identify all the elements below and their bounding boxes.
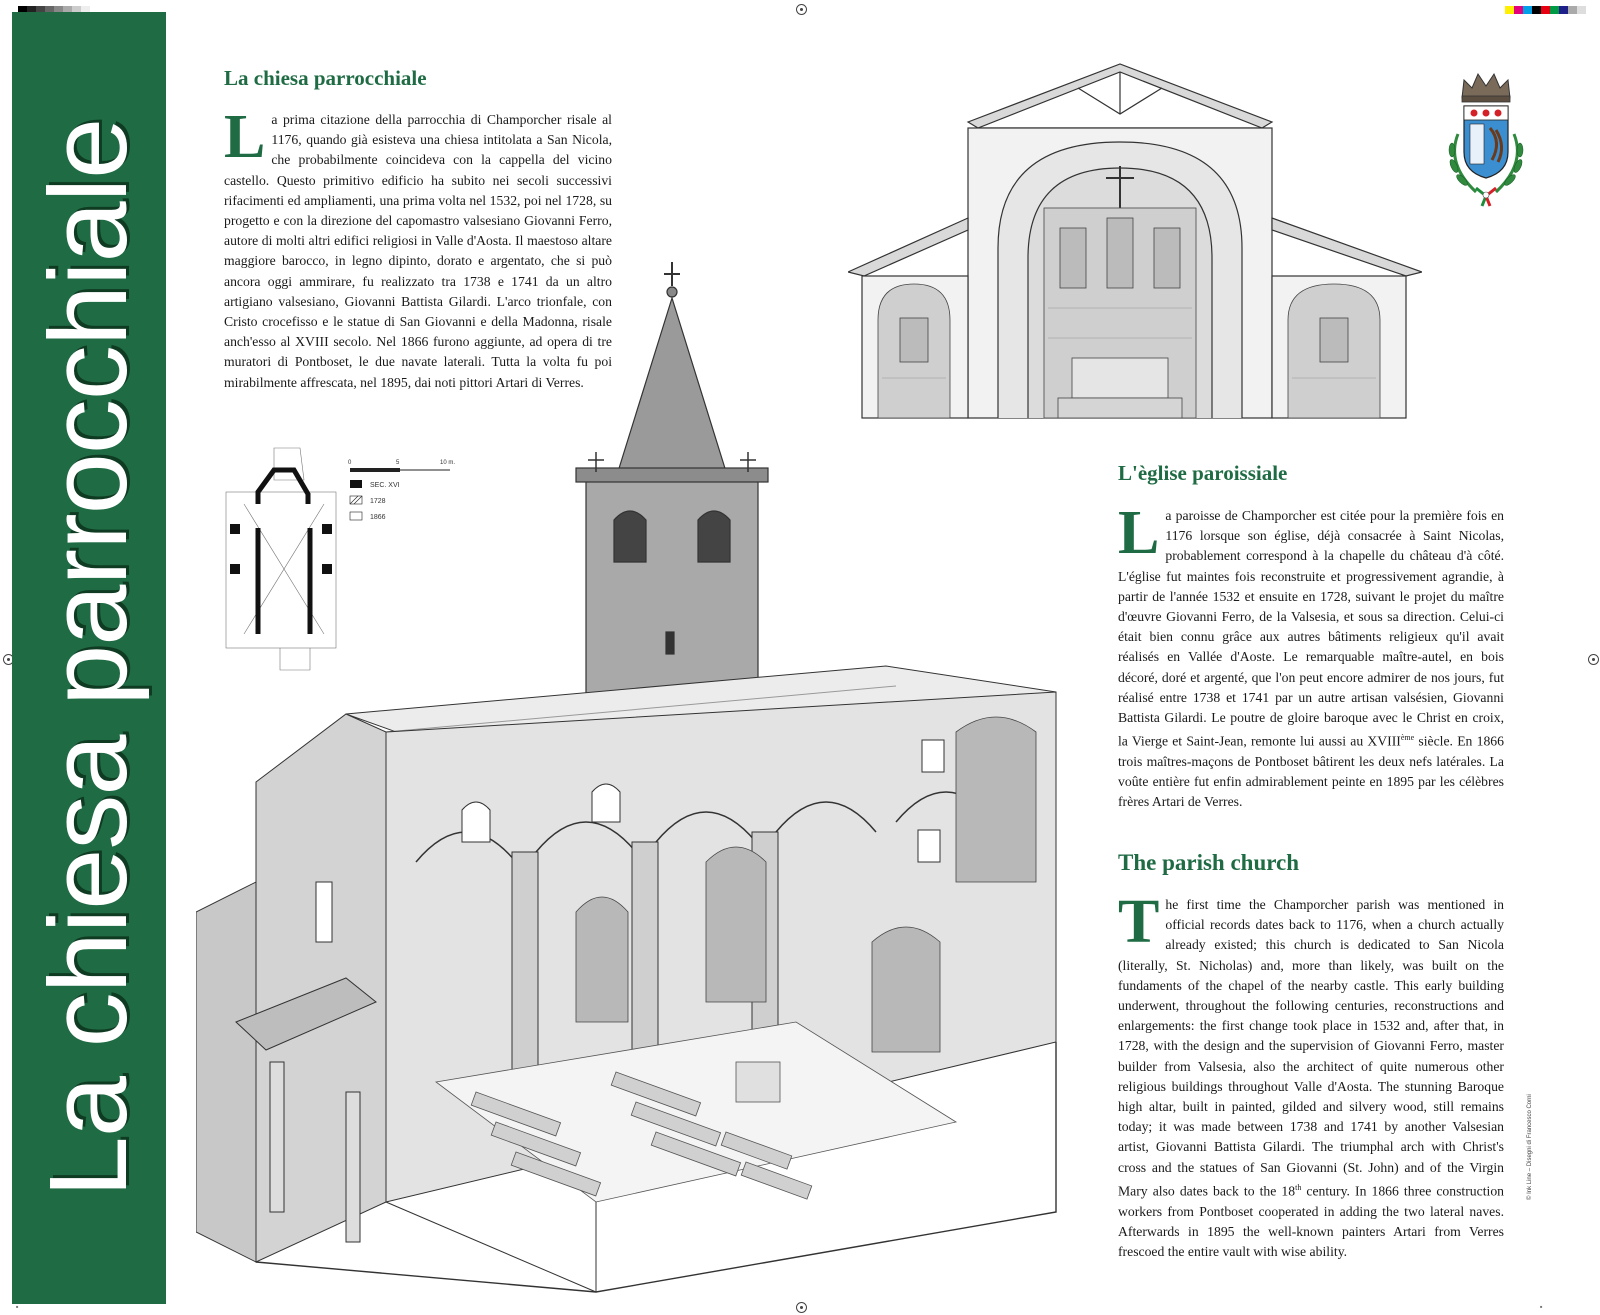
church-cutaway-drawing <box>196 262 1076 1302</box>
crown-icon <box>1462 74 1510 102</box>
registration-mark-top <box>796 4 807 15</box>
french-heading: L'èglise paroissiale <box>1118 461 1288 485</box>
english-text: he first time the Champorcher parish was mentioned in official records dates back to 1176, when a church actually already existed; this church is dedicated to San Nicola (literally, St. Nicholas) and, more than likely, was built on the fundaments of the chapel of the nearby castle. This early building underwent, throughout the following centuries, reconstructions and enlargements: the first change took place in 1532 and, after that, in 1728, with the design and the supervision of Giovanni Ferro, master builder from Valsesia, also the architect of quite numerous other religious buildings throughout Valle d'Aosta. The stunning Baroque high altar, built in painted, gilded and silvery wood, still remains today; it was made between 1738 and 1741 by another Valsesian artist, Giovanni Battista Gilardi. The triumphal arch with Christ's cross and the statues of San Giovanni (St. John) and of the Virgin Mary also dates back to the 18 <box>1118 897 1504 1199</box>
french-text: a paroisse de Champorcher est citée pour la première fois en 1176 lorsque son église, déjà consacrée à Saint Nicolas, probablement correspond à la chapelle du château d'à côté. L'église fut maintes fois reconstruite et progressivement agrandie, à partir de l'année 1532 et ensuite en 1728, suivant le projet du maître d'œuvre Giovanni Ferro, de la Valsesia, et sous sa direction. Celui-ci était bien connu grâce aux autres bâtiments religieux qu'il avait réalisés en Vallée d'Aoste. Le remarquable maître-autel, en bois décoré, doré et argenté, que l'on peut encore admirer de nos jours, fut réalisé entre 1738 et 1741 par un autre artisan valsésien, Giovanni Battista Gilardi. Le poutre de gloire baroque avec le Christ en croix, la Vierge et Saint-Jean, remonte lui aussi au XVIII <box>1118 508 1504 749</box>
italian-heading: La chiesa parrocchiale <box>224 66 427 90</box>
english-paragraph <box>1118 888 1505 1262</box>
italian-text: a prima citazione della parrocchia di Champorcher risale al 1176, quando già esisteva una chiesa intitolata a San Nicola, che probabilmente coincideva con la cappella del vicino castello. Questo primitivo edificio ha subito nei secoli successivi rifacimenti ed ampliamenti, una prima volta nel 1532, poi nel 1728, su progetto e con la direzione del capomastro valsesiano Giovanni Ferro, autore di molti altri edifici religiosi in Valle d'Aosta. Il maestoso altare maggiore barocco, in legno dipinto, dorato e argentato, che si può ancora oggi ammirare, fu realizzato tra 1738 e 1741 da un altro artigiano valsesiano, Giovanni Battista Gilardi. L'arco trionfale, con Cristo crocefisso e le statue di San Giovanni e della Madonna, risale anch'esso al XVIII secolo. Nel 1866 furono aggiunte, ad opera di tre muratori di Pontboset, le due navate laterali. Tutta la volta fu poi mirabilmente affrescata, nel 1895, dai noti pittori Artari di Verres. <box>224 112 612 390</box>
english-dropcap: T <box>1118 888 1160 956</box>
vertical-title: La chiesa parrocchiale <box>27 118 150 1198</box>
legend-1866: 1866 <box>370 514 386 521</box>
file-slug-right: ■ <box>1540 1304 1543 1309</box>
illustration-credit: © Ink Line – Disegni di Francesco Corni <box>1527 1094 1533 1200</box>
english-text-end: century. In 1866 three construction workers from Pontboset cooperated in adding the two lateral naves. Afterwards in 1895 the well-known painters Artari from Verres frescoed the entire vault with wise ability. <box>1118 1183 1505 1260</box>
french-superscript: ème <box>1400 733 1415 743</box>
registration-mark-right <box>1588 654 1599 665</box>
registration-mark-bottom <box>796 1302 807 1313</box>
bell-tower <box>576 262 768 718</box>
scale-label-10: 10 m. <box>440 460 456 466</box>
legend-1728: 1728 <box>370 498 386 505</box>
french-text-end: siècle. En 1866 trois maîtres-maçons de Pontboset bâtirent les deux nefs latérales. La voûte entière fut enfin admirablement peinte en 1895 par les célèbres frères Artari de Verres. <box>1118 733 1504 810</box>
english-heading: The parish church <box>1118 850 1300 875</box>
english-superscript: th <box>1295 1182 1302 1192</box>
tricolor-ribbon-icon <box>1476 188 1496 206</box>
french-paragraph <box>1118 499 1504 813</box>
color-bar <box>1505 6 1586 14</box>
shield-icon <box>1464 106 1508 178</box>
title-band <box>12 12 166 1304</box>
scale-label-0: 0 <box>348 460 352 466</box>
legend-sec-xvi: SEC. XVI <box>370 482 400 489</box>
coat-of-arms <box>1436 64 1536 214</box>
file-slug-left: ■ <box>16 1304 19 1309</box>
italian-dropcap: L <box>224 103 266 171</box>
scale-label-5: 5 <box>396 460 400 466</box>
french-dropcap: L <box>1118 499 1160 567</box>
